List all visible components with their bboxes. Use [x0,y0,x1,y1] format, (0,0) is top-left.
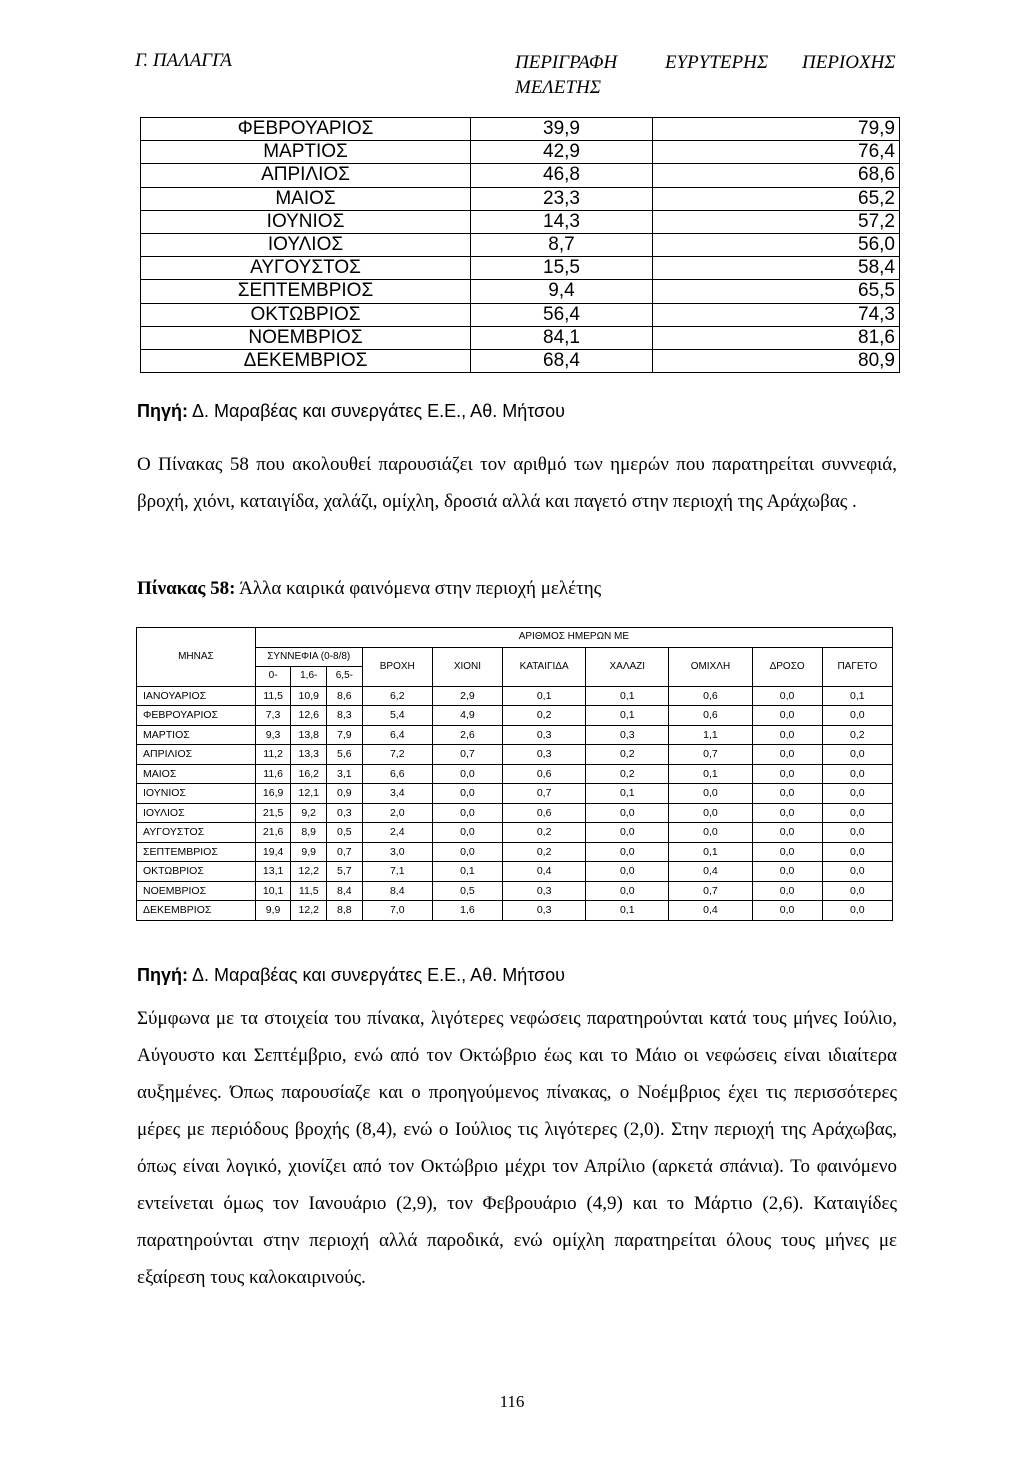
month-cell: ΙΟΥΝΙΟΣ [141,210,471,233]
value-cell: 2,0 [362,803,432,823]
value-cell: 0,7 [432,745,502,765]
value-cell: 6,6 [362,764,432,784]
value-cell: 0,0 [586,842,669,862]
value-cell: 0,0 [586,881,669,901]
value-cell: 16,9 [255,784,291,804]
value-cell: 79,9 [653,118,900,141]
value-cell: 0,6 [669,686,752,706]
table-caption-text: Άλλα καιρικά φαινόμενα στην περιοχή μελέτης [235,578,602,599]
table-row [141,326,900,349]
col-header-dew: ΔΡΟΣΟ [752,647,822,686]
value-cell: 0,3 [503,881,586,901]
value-cell: 0,1 [822,686,892,706]
value-cell: 0,0 [752,706,822,726]
value-cell: 76,4 [653,141,900,164]
value-cell: 0,6 [503,764,586,784]
value-cell: 4,9 [432,706,502,726]
value-cell: 0,0 [822,706,892,726]
value-cell: 0,0 [822,901,892,921]
value-cell: 7,9 [327,725,363,745]
value-cell: 8,3 [327,706,363,726]
header-word-1: ΠΕΡΙΓΡΑΦΗ [515,52,618,73]
month-cell: ΜΑΡΤΙΟΣ [137,725,256,745]
month-cell: ΟΚΤΩΒΡΙΟΣ [137,862,256,882]
value-cell: 13,1 [255,862,291,882]
table-row [137,706,893,726]
value-cell: 2,6 [432,725,502,745]
value-cell: 0,0 [822,745,892,765]
month-cell: ΑΠΡΙΛΙΟΣ [141,164,471,187]
value-cell: 80,9 [653,349,900,372]
value-cell: 7,3 [255,706,291,726]
value-cell: 0,2 [586,764,669,784]
value-cell: 12,2 [291,901,327,921]
month-cell: ΦΕΒΡΟΥΑΡΙΟΣ [141,118,471,141]
value-cell: 0,2 [822,725,892,745]
value-cell: 68,6 [653,164,900,187]
value-cell: 0,0 [752,901,822,921]
value-cell: 0,5 [327,823,363,843]
table-row [141,233,900,256]
value-cell: 8,4 [327,881,363,901]
value-cell: 1,1 [669,725,752,745]
value-cell: 0,3 [586,725,669,745]
header-word-4: ΜΕΛΕΤΗΣ [515,77,602,98]
value-cell: 0,2 [586,745,669,765]
value-cell: 8,8 [327,901,363,921]
value-cell: 0,0 [752,823,822,843]
value-cell: 9,9 [255,901,291,921]
table-row [137,842,893,862]
value-cell: 0,0 [669,803,752,823]
value-cell: 0,0 [752,881,822,901]
value-cell: 10,9 [291,686,327,706]
value-cell: 0,0 [752,803,822,823]
value-cell: 2,9 [432,686,502,706]
page-number: 116 [499,1392,525,1411]
table-row [137,784,893,804]
value-cell: 0,5 [432,881,502,901]
value-cell: 5,4 [362,706,432,726]
value-cell: 0,0 [822,842,892,862]
value-cell: 0,0 [822,823,892,843]
table-row [141,187,900,210]
value-cell: 8,7 [471,233,653,256]
value-cell: 57,2 [653,210,900,233]
table-row [137,764,893,784]
value-cell: 13,3 [291,745,327,765]
table-row [137,823,893,843]
source-text: Δ. Μαραβέας και συνεργάτες Ε.Ε., Αθ. Μήτσου [188,401,566,421]
value-cell: 15,5 [471,257,653,280]
value-cell: 0,0 [752,745,822,765]
value-cell: 9,9 [291,842,327,862]
source-label: Πηγή: [137,965,188,985]
table-row [141,164,900,187]
month-cell: ΑΥΓΟΥΣΤΟΣ [141,257,471,280]
month-cell: ΙΟΥΛΙΟΣ [141,233,471,256]
month-cell: ΜΑΙΟΣ [141,187,471,210]
value-cell: 42,9 [471,141,653,164]
value-cell: 12,6 [291,706,327,726]
table-row [141,280,900,303]
table-row [141,257,900,280]
month-cell: ΣΕΠΤΕΜΒΡΙΟΣ [137,842,256,862]
month-cell: ΦΕΒΡΟΥΑΡΙΟΣ [137,706,256,726]
value-cell: 0,3 [503,745,586,765]
value-cell: 0,7 [669,745,752,765]
value-cell: 0,0 [586,803,669,823]
value-cell: 0,3 [503,725,586,745]
value-cell: 9,4 [471,280,653,303]
value-cell: 0,0 [432,784,502,804]
value-cell: 0,3 [327,803,363,823]
source-note-2 [137,965,565,986]
value-cell: 74,3 [653,303,900,326]
value-cell: 9,2 [291,803,327,823]
value-cell: 0,2 [503,842,586,862]
col-header-rain: ΒΡΟΧΗ [362,647,432,686]
source-label: Πηγή: [137,401,188,421]
table-row [137,745,893,765]
table-row [137,725,893,745]
value-cell: 0,2 [503,706,586,726]
col-header-hail: ΧΑΛΑΖΙ [586,647,669,686]
analysis-paragraph: Σύμφωνα με τα στοιχεία του πίνακα, λιγότερες νεφώσεις παρατηρούνται κατά τους μήνες Ιούλιο, Αύγουστο και Σεπτέμβριο, ενώ από τον Οκτώβριο έως και το Μάιο οι νεφώσεις είναι ιδιαίτερα αυξημένες. Όπως παρουσίαζε και ο προηγούμενος πίνακας, ο Νοέμβριος έχει τις περισσότερες μέρες με περιόδους βροχής (8,4), ενώ ο Ιούλιος τις λιγότερες (2,0). Στην περιοχή της Αράχωβας, όπως είναι λογικό, χιονίζει από τον Οκτώβριο μέχρι τον Απρίλιο (αρκετά σπάνια). Το φαινόμενο εντείνεται όμως τον Ιανουάριο (2,9), τον Φεβρουάριο (4,9) και το Μάρτιο (2,6). Καταιγίδες παρατηρούνται στην περιοχή αλλά παροδικά, ενώ ομίχλη παρατηρείται όλους τους μήνες με εξαίρεση τους καλοκαιρινούς. [137,1008,897,1288]
value-cell: 0,0 [432,803,502,823]
table-row [141,349,900,372]
value-cell: 7,0 [362,901,432,921]
month-cell: ΜΑΙΟΣ [137,764,256,784]
table-row [137,862,893,882]
value-cell: 12,2 [291,862,327,882]
value-cell: 21,6 [255,823,291,843]
col-header-storm: ΚΑΤΑΙΓΙΔΑ [503,647,586,686]
value-cell: 0,2 [503,823,586,843]
table-row [141,303,900,326]
value-cell: 0,0 [586,862,669,882]
rainfall-table [140,117,900,373]
col-header-cloud: ΣΥΝΝΕΦΙΑ (0-8/8) [255,647,362,667]
weather-phenomena-table [136,627,893,921]
value-cell: 8,4 [362,881,432,901]
value-cell: 1,6 [432,901,502,921]
value-cell: 0,1 [586,706,669,726]
table-row [137,881,893,901]
value-cell: 0,6 [503,803,586,823]
value-cell: 56,0 [653,233,900,256]
value-cell: 5,7 [327,862,363,882]
value-cell: 3,1 [327,764,363,784]
value-cell: 21,5 [255,803,291,823]
value-cell: 0,0 [752,862,822,882]
table-row [141,210,900,233]
value-cell: 0,6 [669,706,752,726]
month-cell: ΜΑΡΤΙΟΣ [141,141,471,164]
month-cell: ΑΥΓΟΥΣΤΟΣ [137,823,256,843]
value-cell: 0,0 [669,823,752,843]
value-cell: 0,7 [327,842,363,862]
value-cell: 11,5 [291,881,327,901]
value-cell: 13,8 [291,725,327,745]
value-cell: 0,0 [822,862,892,882]
table-row [137,686,893,706]
value-cell: 0,0 [669,784,752,804]
value-cell: 0,4 [669,901,752,921]
header-author: Γ. ΠΑΛΑΓΓΑ [135,50,232,71]
value-cell: 0,0 [822,881,892,901]
month-cell: ΟΚΤΩΒΡΙΟΣ [141,303,471,326]
value-cell: 0,1 [586,784,669,804]
value-cell: 46,8 [471,164,653,187]
col-header-cloud-2: 6,5- [327,667,363,687]
month-cell: ΙΟΥΝΙΟΣ [137,784,256,804]
value-cell: 0,1 [432,862,502,882]
value-cell: 3,4 [362,784,432,804]
value-cell: 11,5 [255,686,291,706]
intro-paragraph: Ο Πίνακας 58 που ακολουθεί παρουσιάζει τον αριθμό των ημερών που παρατηρείται συννεφιά, βροχή, χιόνι, καταιγίδα, χαλάζι, ομίχλη, δροσιά αλλά και παγετό στην περιοχή της Αράχωβας . [137,454,897,512]
header-word-2: ΕΥΡΥΤΕΡΗΣ [665,52,769,73]
value-cell: 12,1 [291,784,327,804]
header-title [515,50,896,100]
value-cell: 0,7 [503,784,586,804]
header-word-3: ΠΕΡΙΟΧΗΣ [802,52,896,73]
value-cell: 3,0 [362,842,432,862]
value-cell: 0,1 [586,901,669,921]
value-cell: 0,0 [586,823,669,843]
value-cell: 0,0 [432,764,502,784]
value-cell: 0,0 [752,725,822,745]
table-row [137,803,893,823]
value-cell: 0,0 [432,823,502,843]
value-cell: 7,1 [362,862,432,882]
table-caption-label: Πίνακας 58: [137,578,236,599]
value-cell: 0,0 [752,764,822,784]
value-cell: 19,4 [255,842,291,862]
month-cell: ΙΑΝΟΥΑΡΙΟΣ [137,686,256,706]
month-cell: ΑΠΡΙΛΙΟΣ [137,745,256,765]
value-cell: 58,4 [653,257,900,280]
month-cell: ΝΟΕΜΒΡΙΟΣ [141,326,471,349]
value-cell: 6,2 [362,686,432,706]
source-note-1 [137,401,565,422]
value-cell: 0,9 [327,784,363,804]
month-cell: ΝΟΕΜΒΡΙΟΣ [137,881,256,901]
month-cell: ΙΟΥΛΙΟΣ [137,803,256,823]
value-cell: 6,4 [362,725,432,745]
value-cell: 0,7 [669,881,752,901]
month-cell: ΔΕΚΕΜΒΡΙΟΣ [137,901,256,921]
value-cell: 11,6 [255,764,291,784]
value-cell: 0,0 [752,784,822,804]
col-header-month: ΜΗΝΑΣ [137,628,256,687]
value-cell: 9,3 [255,725,291,745]
value-cell: 23,3 [471,187,653,210]
value-cell: 8,9 [291,823,327,843]
month-cell: ΔΕΚΕΜΒΡΙΟΣ [141,349,471,372]
value-cell: 0,1 [669,842,752,862]
value-cell: 5,6 [327,745,363,765]
value-cell: 0,1 [669,764,752,784]
value-cell: 0,4 [503,862,586,882]
value-cell: 56,4 [471,303,653,326]
value-cell: 0,3 [503,901,586,921]
col-header-fog: ΟΜΙΧΛΗ [669,647,752,686]
value-cell: 0,0 [822,784,892,804]
value-cell: 0,0 [432,842,502,862]
table-row [141,118,900,141]
value-cell: 10,1 [255,881,291,901]
value-cell: 68,4 [471,349,653,372]
value-cell: 2,4 [362,823,432,843]
value-cell: 11,2 [255,745,291,765]
col-header-cloud-1: 1,6- [291,667,327,687]
table-row [141,141,900,164]
value-cell: 14,3 [471,210,653,233]
col-header-snow: ΧΙΟΝΙ [432,647,502,686]
value-cell: 0,0 [752,842,822,862]
col-header-cloud-0: 0- [255,667,291,687]
month-cell: ΣΕΠΤΕΜΒΡΙΟΣ [141,280,471,303]
value-cell: 0,0 [822,764,892,784]
value-cell: 0,1 [586,686,669,706]
value-cell: 7,2 [362,745,432,765]
value-cell: 84,1 [471,326,653,349]
value-cell: 0,4 [669,862,752,882]
value-cell: 0,0 [752,686,822,706]
table-caption [137,578,601,600]
source-text: Δ. Μαραβέας και συνεργάτες Ε.Ε., Αθ. Μήτσου [188,965,566,985]
value-cell: 8,6 [327,686,363,706]
value-cell: 0,0 [822,803,892,823]
table-row [137,901,893,921]
col-header-days: ΑΡΙΘΜΟΣ ΗΜΕΡΩΝ ΜΕ [255,628,892,648]
col-header-frost: ΠΑΓΕΤΟ [822,647,892,686]
value-cell: 39,9 [471,118,653,141]
value-cell: 81,6 [653,326,900,349]
value-cell: 65,5 [653,280,900,303]
value-cell: 0,1 [503,686,586,706]
value-cell: 16,2 [291,764,327,784]
value-cell: 65,2 [653,187,900,210]
